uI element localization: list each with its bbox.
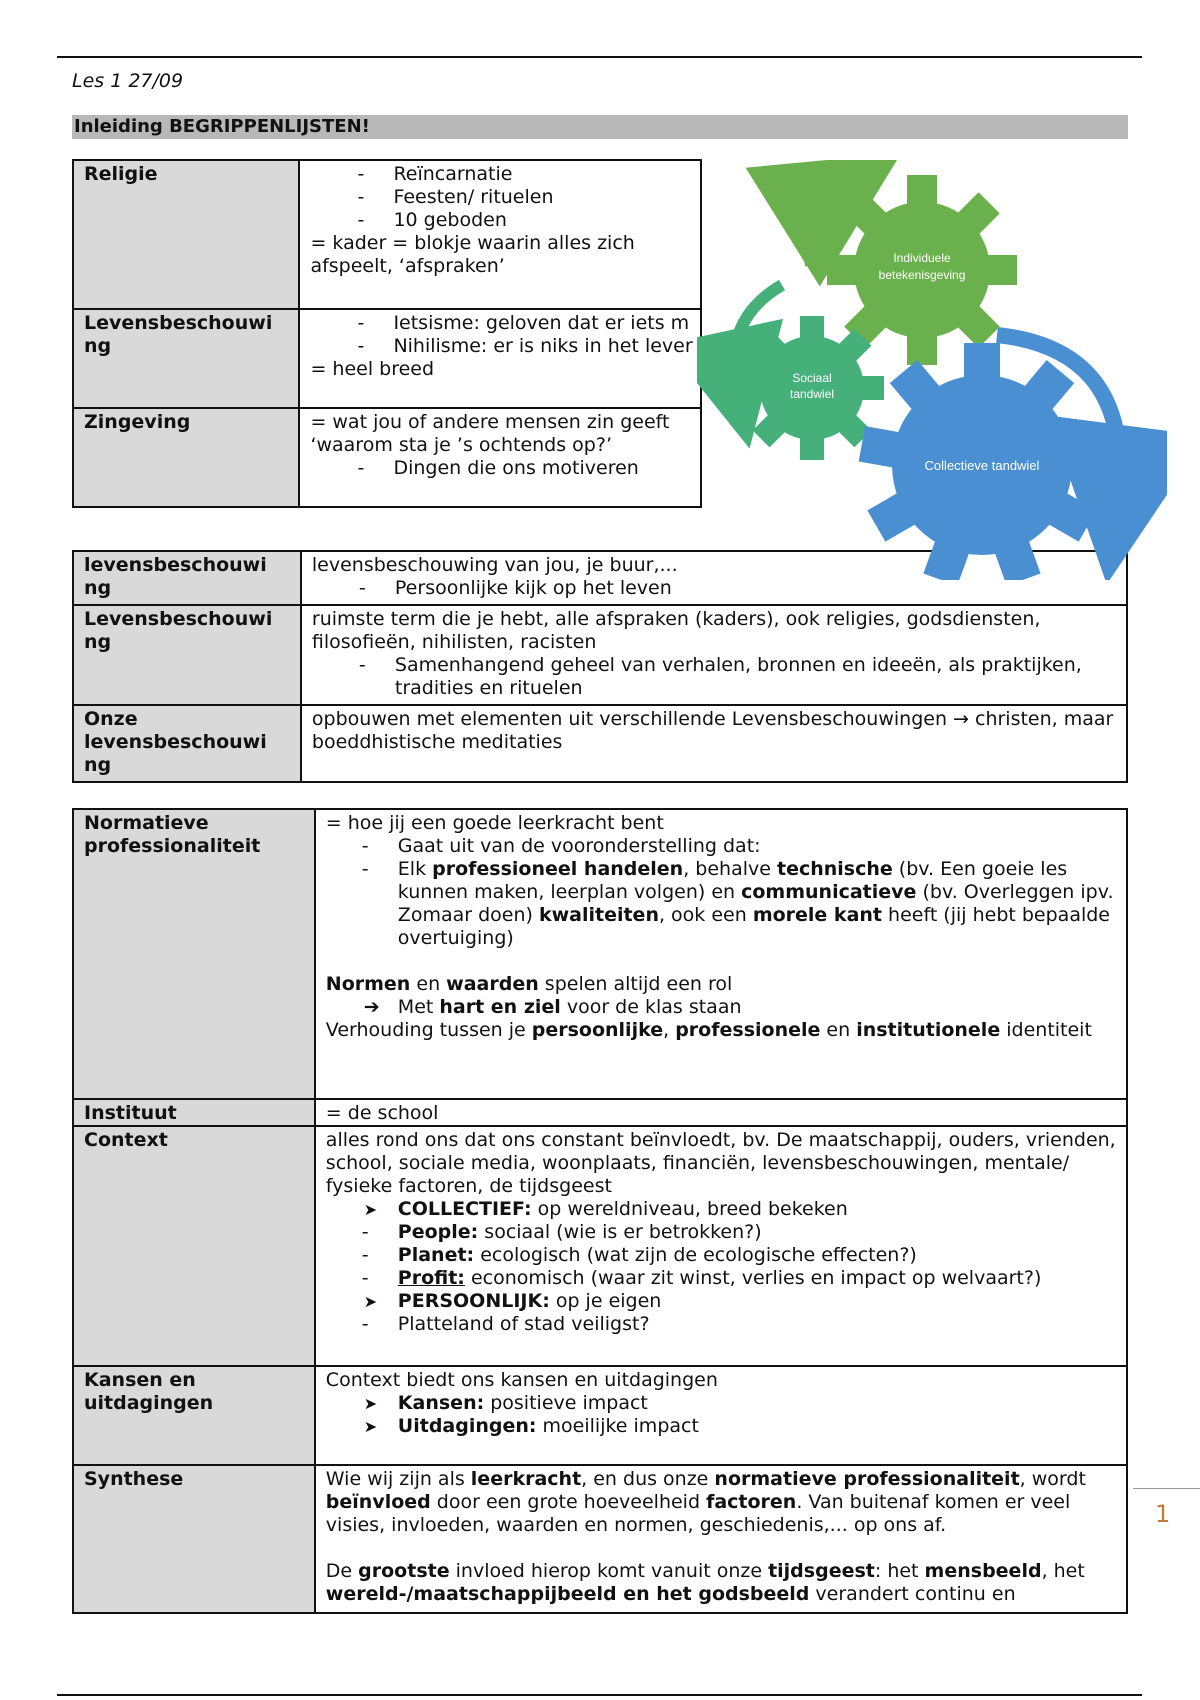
term-cell: Normatieve professionaliteit (73, 809, 315, 1099)
bottom-rule (57, 1694, 1142, 1696)
page-number-rule (1133, 1488, 1200, 1489)
description-text: = hoe jij een goede leerkracht bent (325, 812, 664, 834)
term-cell: Religie (73, 160, 299, 309)
definition-table-2 (72, 550, 1128, 783)
list-item: - Ietsisme: geloven dat er iets m (310, 312, 700, 335)
definition-table-3 (72, 808, 1128, 1614)
description-cell (301, 605, 1127, 705)
term-cell: Onze levensbeschouwi ng (73, 705, 301, 782)
list-item: ➤ Kansen: positieve impact (326, 1392, 1126, 1415)
list-item: ➤ Uitdagingen: moeilijke impact (326, 1415, 1126, 1438)
description-text: Context biedt ons kansen en uitdagingen (325, 1369, 718, 1391)
list-item: ➤ PERSOONLIJK: op je eigen (326, 1290, 1126, 1313)
term-cell: Instituut (73, 1099, 315, 1126)
description-text: = wat jou of andere mensen zin geeft (310, 411, 670, 433)
list-item: - Feesten/ rituelen (310, 186, 700, 209)
gear-right-label: Collectieve tandwiel (924, 458, 1040, 473)
top-rule (57, 56, 1142, 58)
list-item: - Dingen die ons motiveren (310, 457, 700, 480)
gear-left-label: tandwiel (789, 387, 835, 401)
page-number: 1 (1155, 1500, 1171, 1528)
description-text: ruimste term die je hebt, alle afspraken (kaders), ook religies, godsdiensten, filosofieën, nihilisten, racisten (311, 608, 1041, 653)
description-cell: opbouwen met elementen uit verschillende Levensbeschouwingen → christen, maar boeddhistische meditaties (301, 705, 1127, 782)
table-row (73, 605, 1127, 705)
description-text: Normen en waarden spelen altijd een rol (325, 973, 733, 995)
table-row (73, 1465, 1127, 1613)
lesson-header: Les 1 27/09 (72, 70, 184, 92)
gear-right (859, 343, 1106, 580)
list-item: - People: sociaal (wie is er betrokken?) (326, 1221, 1126, 1244)
description-text: = heel breed (310, 358, 435, 380)
list-item: - Planet: ecologisch (wat zijn de ecologische effecten?) (326, 1244, 1126, 1267)
term-cell: Levensbeschouwi ng (73, 605, 301, 705)
arrow-top-icon (810, 190, 842, 265)
gear-top-label: Individuele (893, 251, 951, 265)
table-row (73, 809, 1127, 1099)
description-text: alles rond ons dat ons constant beïnvloedt, bv. De maatschappij, ouders, vrienden, school, sociale media, woonplaats, financiën, levensbeschouwingen, mentale/ fysieke factoren, de tijdsgeest (325, 1129, 1116, 1197)
description-cell (299, 309, 701, 408)
table-row (73, 1126, 1127, 1366)
list-item: - 10 geboden (310, 209, 700, 232)
table-row (73, 1099, 1127, 1126)
term-cell: Kansen en uitdagingen (73, 1366, 315, 1465)
list-item: - Platteland of stad veiligst? (326, 1313, 1126, 1336)
term-cell: Synthese (73, 1465, 315, 1613)
description-cell (315, 1366, 1127, 1465)
definition-table-1 (72, 159, 702, 508)
gear-top-label: betekenisgeving (878, 268, 966, 282)
description-cell (299, 408, 701, 507)
list-item: - Nihilisme: er is niks in het lever (310, 335, 700, 358)
description-text: levensbeschouwing van jou, je buur,... (311, 554, 678, 576)
description-text: ‘waarom sta je ’s ochtends op?’ (310, 434, 612, 456)
list-item: - Elk professioneel handelen, behalve technische (bv. Een goeie les kunnen maken, leerplan volgen) en communicatieve (bv. Overleggen ipv. Zomaar doen) kwaliteiten, ook een morele kant heeft (jij hebt bepaalde overtuiging) (326, 858, 1126, 950)
description-cell (315, 1126, 1127, 1366)
gears-diagram (697, 160, 1167, 580)
section-title: Inleiding BEGRIPPENLIJSTEN! (72, 115, 1128, 139)
term-cell: Levensbeschouwi ng (73, 309, 299, 408)
description-cell (315, 809, 1127, 1099)
table-row (73, 1366, 1127, 1465)
term-cell: Zingeving (73, 408, 299, 507)
table-row (73, 309, 701, 408)
description-cell: = de school (315, 1099, 1127, 1126)
list-item: - Profit: economisch (waar zit winst, verlies en impact op welvaart?) (326, 1267, 1126, 1290)
list-item: ➔ Met hart en ziel voor de klas staan (326, 996, 1126, 1019)
list-item: ➤ COLLECTIEF: op wereldniveau, breed bekeken (326, 1198, 1126, 1221)
table-row (73, 705, 1127, 782)
term-cell: levensbeschouwi ng (73, 551, 301, 605)
gear-left-label: Sociaal (792, 371, 832, 385)
description-cell (315, 1465, 1127, 1613)
description-text: Wie wij zijn als leerkracht, en dus onze normatieve professionaliteit, wordt beïnvloed door een grote hoeveelheid factoren. Van buitenaf komen er veel visies, invloeden, waarden en normen, geschiedenis,... op ons af. (325, 1468, 1086, 1536)
list-item: - Reïncarnatie (310, 163, 700, 186)
description-text: De grootste invloed hierop komt vanuit onze tijdsgeest: het mensbeeld, het wereld-/maatschappijbeeld en het godsbeeld verandert continu en (325, 1560, 1085, 1605)
gear-left (740, 316, 884, 460)
list-item: - Gaat uit van de vooronderstelling dat: (326, 835, 1126, 858)
description-cell (299, 160, 701, 309)
table-row (73, 408, 701, 507)
description-text: = kader = blokje waarin alles zich afspeelt, ‘afspraken’ (310, 232, 635, 277)
list-item: - Persoonlijke kijk op het leven (312, 577, 1126, 600)
description-text: Verhouding tussen je persoonlijke, professionele en institutionele identiteit (325, 1019, 1092, 1041)
list-item: - Samenhangend geheel van verhalen, bronnen en ideeën, als praktijken, tradities en rituelen (312, 654, 1126, 700)
term-cell: Context (73, 1126, 315, 1366)
table-row (73, 160, 701, 309)
